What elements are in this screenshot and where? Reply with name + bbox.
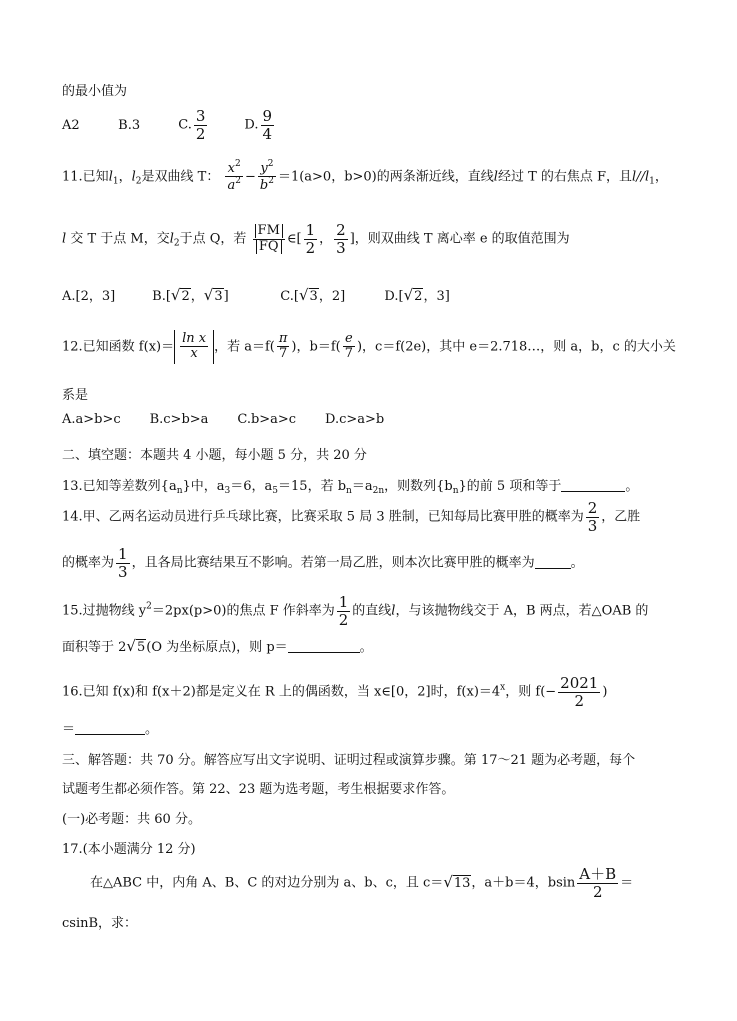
q17-line2: csinB，求： (62, 916, 138, 931)
q11-options (62, 285, 450, 304)
q13: 13.已知等差数列$\{a_n\}$中，$a_3=6$，$a_5=15$，若 $b_n=a_{2n}$，则数列$\{b_n\}$的前 5 项和等于 。 (62, 479, 639, 496)
part-1-heading: (一)必考题：共 60 分。 (62, 812, 201, 827)
q16-answer-blank (75, 722, 145, 735)
q15-line1: 15.过抛物线 $y^2=2px(p>0)$的焦点 F 作斜率为 $\frac{1}{2}$ 的直线l，与该抛物线交于 A，B 两点，若△OAB 的 (62, 593, 649, 629)
q11-option-a: A.[2，3] (62, 289, 116, 304)
q11-ratio: $\frac{FM}{FQ}$ (253, 224, 285, 255)
section-3-heading-line2: 试题考生都必须作答。第 22、23 题为选考题，考生根据要求作答。 (62, 782, 455, 797)
q17-title: 17.(本小题满分 12 分) (62, 842, 196, 857)
section-3-heading-line1: 三、解答题：共 70 分。解答应写出文字说明、证明过程或演算步骤。第 17～21 题为必考题，每个 (62, 753, 636, 768)
q11-line1: 11.已知$l_1$，$l_2$是双曲线 T： $\frac{x^2}{a^2}$ − $\frac{y^2}{b^2}$ ＝1(a>0，b>0)的两条渐近线，直线l经过 T 的右焦点 F，且$l//l_1$， (62, 159, 668, 194)
q10-tail: 的最小值为 (62, 84, 128, 99)
q10-option-d: D. $\frac{9}{4}$ (244, 107, 273, 143)
q11-line2: l 交 T 于点 M，交$l_2$于点 Q，若 $\frac{FM}{FQ}$ ∈[ $\frac{1}{2}$ ， $\frac{2}{3}$ ]，则双曲线 T 离心率 e 的取值范围为 (62, 221, 570, 257)
q12-options: A.a>b>c B.c>b>a C.b>a>c D.c>a>b (62, 412, 385, 427)
q11-option-b: B.[√2，√3] (152, 286, 229, 304)
q15-line2: 面积等于 2√5(O 为坐标原点)，则 p＝ 。 (62, 637, 373, 655)
q10-options (62, 108, 276, 142)
q15-answer-blank (288, 640, 360, 653)
q10-option-b: B.3 (118, 117, 141, 133)
q11-x2-over-a2: $\frac{x^2}{a^2}$ (227, 159, 241, 194)
q12-line1: 12.已知函数 f(x)＝ $\frac{\text{ln x}}{x}$ ，若 a＝f( $\frac{\pi}{7}$ )，b＝f( $\frac{e}{7}$ )，c＝f(2e)，其中 e＝2.718…，则 a，b，c 的大小关 (62, 330, 676, 364)
q11-option-c: C.[√3，2] (280, 286, 346, 304)
q11-y2-over-b2: $\frac{y^2}{b^2}$ (259, 159, 274, 194)
q16-line2: ＝ 。 (62, 722, 159, 737)
q13-answer-blank (561, 479, 625, 492)
q14-line2: 的概率为 $\frac{1}{3}$ ，且各局比赛结果互不影响。若第一局乙胜，则本次比赛甲胜的概率为 。 (62, 545, 584, 581)
q16-line1: 16.已知 f(x)和 f(x＋2)都是定义在 R 上的偶函数，当 x∈[0，2]时，$f(x)=4^x$，则 f(− $\frac{2021}{2}$ ) (62, 674, 608, 710)
q14-line1: 14.甲、乙两名运动员进行乒乓球比赛，比赛采取 5 局 3 胜制，已知每局比赛甲胜的概率为 $\frac{2}{3}$ ，乙胜 (62, 499, 641, 535)
section-2-heading: 二、填空题：本题共 4 小题，每小题 5 分，共 20 分 (62, 448, 367, 463)
q14-answer-blank (535, 556, 571, 569)
q17-line1: 在△ABC 中，内角 A、B、C 的对边分别为 a、b、c，且 c＝√13，a＋b＝4，bsin $\frac{A+B}{2}$ ＝ (90, 865, 634, 901)
q11-option-d: D.[√2，3] (384, 286, 450, 304)
q10-option-a: A2 (62, 117, 80, 133)
q12-line2: 系是 (62, 388, 89, 403)
q10-option-c: C. $\frac{3}{2}$ (178, 107, 206, 143)
